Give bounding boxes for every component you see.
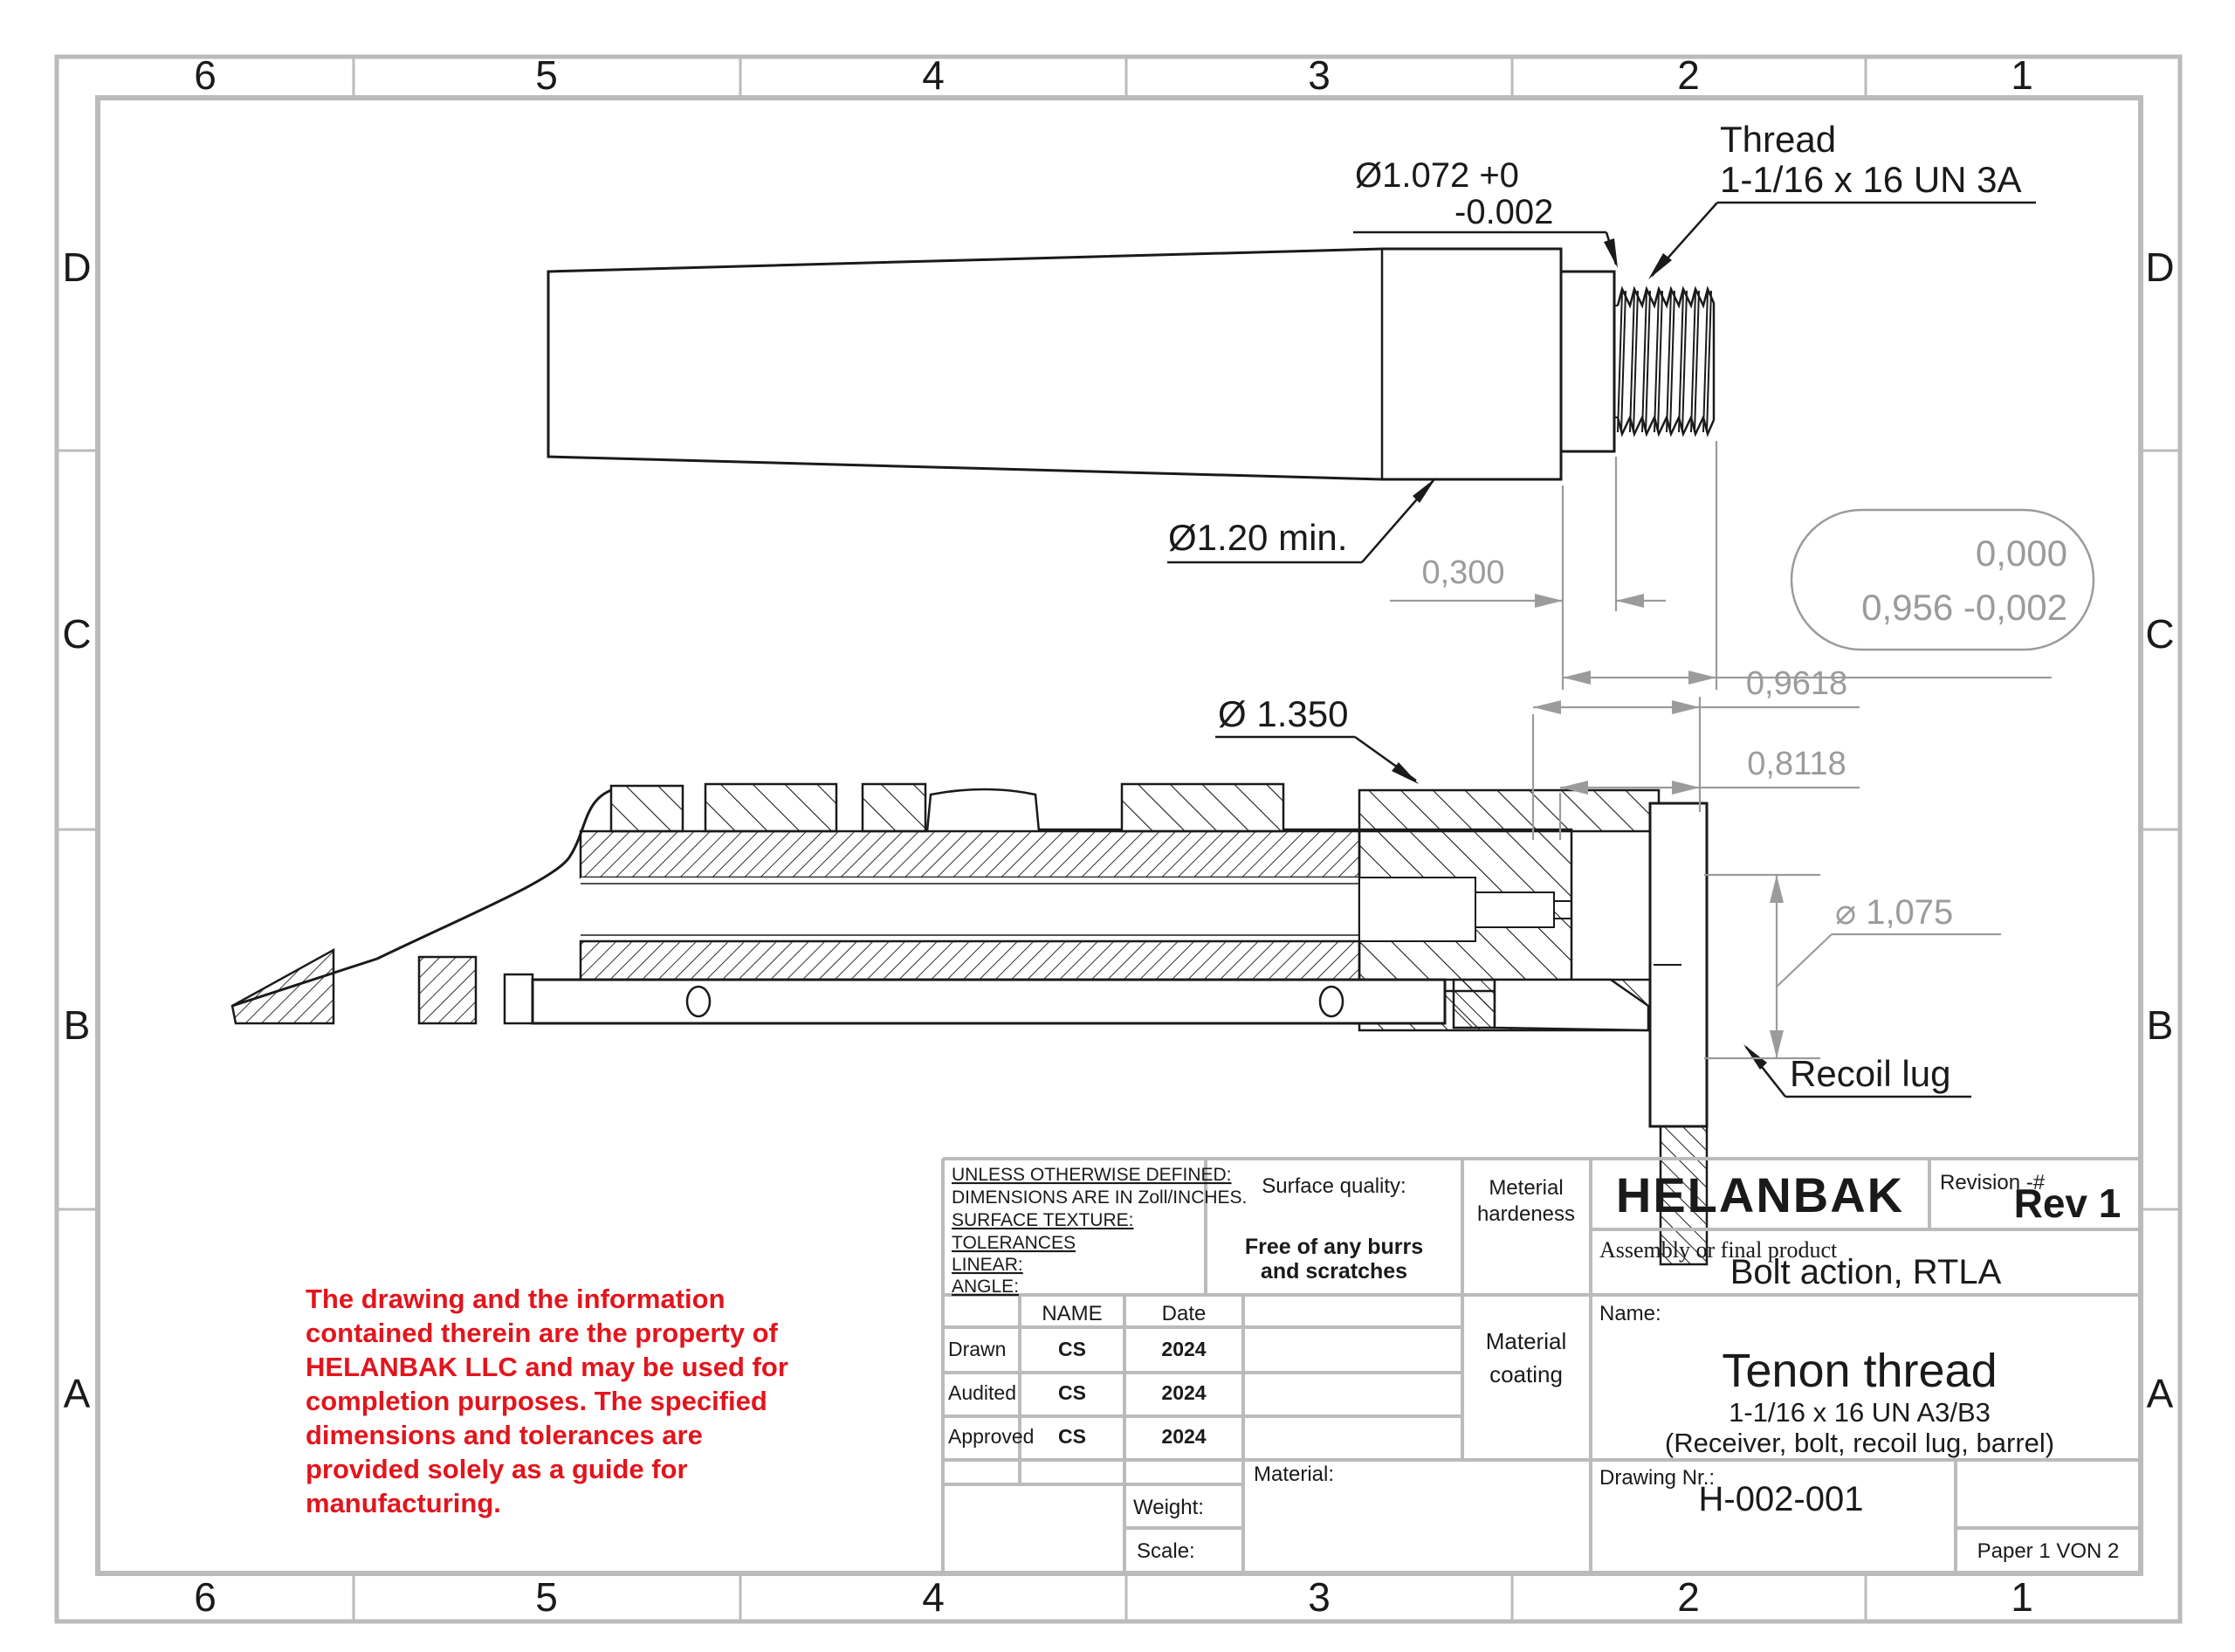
part-name: Tenon thread <box>1722 1345 1998 1397</box>
col-header-date: Date <box>1161 1302 1207 1325</box>
thread-label-line2: 1-1/16 x 16 UN 3A <box>1720 159 2022 200</box>
bottom-rail-bar <box>533 980 1445 1023</box>
name-label: Name: <box>1599 1302 1661 1325</box>
grid-row-label-right: B <box>2146 1002 2174 1048</box>
drawing-nr-value: H-002-001 <box>1698 1480 1864 1518</box>
company-logo: HELANBAK <box>1615 1167 1905 1222</box>
revision-label: Revision -# <box>1940 1171 2046 1194</box>
material-label: Material: <box>1254 1463 1335 1486</box>
material-hardness-label: Meterial <box>1489 1176 1564 1200</box>
property-disclaimer: The drawing and the information contained therein are the property of HELANBAK LLC and may be used for completion purposes. The specified dimensions and tolerances are provided solely as a guide for manufacturing. <box>306 1284 788 1519</box>
callout-od <box>1215 693 1419 784</box>
row-name: CS <box>1058 1425 1086 1448</box>
grid-col-label-bottom: 3 <box>1308 1574 1331 1620</box>
revision-value: Rev 1 <box>2013 1180 2122 1226</box>
callout-thread <box>1648 119 2036 279</box>
dim-step-tol-text: -0.002 <box>1454 193 1554 231</box>
grid-row-label-right: A <box>2146 1371 2174 1416</box>
dim-flange-text: ⌀ 1,075 <box>1835 893 1954 932</box>
dim-shoulder-text: 0,300 <box>1421 554 1505 591</box>
grid-row-label-left: D <box>62 244 92 290</box>
row-role: Audited <box>948 1381 1017 1404</box>
grid-col-label-top: 1 <box>2011 52 2033 98</box>
paper-label: Paper 1 VON 2 <box>1977 1539 2120 1563</box>
grid-col-label-top: 5 <box>535 52 558 98</box>
title-block <box>943 1159 2141 1573</box>
surface-quality-label: Surface quality: <box>1262 1174 1406 1198</box>
part-spec: 1-1/16 x 16 UN A3/B3 <box>1729 1397 1991 1428</box>
row-role: Approved <box>948 1425 1035 1448</box>
thread-label-line1: Thread <box>1720 119 1837 160</box>
view-barrel-side <box>548 119 2094 690</box>
dim-step-dia-text: Ø1.072 +0 <box>1355 156 1519 195</box>
grid-col-label-bottom: 5 <box>535 1574 558 1620</box>
weight-label: Weight: <box>1133 1496 1204 1519</box>
grid-col-label-bottom: 1 <box>2011 1574 2033 1620</box>
grid-row-label-right: D <box>2145 244 2175 290</box>
part-components: (Receiver, bolt, recoil lug, barrel) <box>1664 1428 2055 1458</box>
grid-col-label-top: 3 <box>1308 52 1331 98</box>
grid-col-label-bottom: 2 <box>1677 1574 1700 1620</box>
surface-quality-value: and scratches <box>1260 1259 1408 1284</box>
barrel-outline <box>548 249 1561 479</box>
thread-profile <box>1614 289 1714 434</box>
scale-label: Scale: <box>1137 1539 1195 1563</box>
recoil-lug-text: Recoil lug <box>1790 1053 1951 1094</box>
ref-box-line1: 0,000 <box>1975 533 2067 574</box>
grid-row-label-left: B <box>63 1002 91 1048</box>
rail-hole <box>1320 987 1343 1016</box>
note-line: UNLESS OTHERWISE DEFINED: <box>952 1165 1232 1185</box>
dim-b-text: 0,8118 <box>1747 746 1846 782</box>
grid-row-label-right: C <box>2145 611 2175 657</box>
ref-box-line2: 0,956 -0,002 <box>1861 587 2067 628</box>
assembly-value: Bolt action, RTLA <box>1730 1253 2002 1291</box>
assembly-label: Assembly or final product <box>1599 1237 1838 1263</box>
col-header-name: NAME <box>1042 1302 1103 1325</box>
grid-col-label-bottom: 4 <box>922 1574 945 1620</box>
row-role: Drawn <box>948 1338 1007 1360</box>
drawing-nr-label: Drawing Nr.: <box>1599 1466 1716 1490</box>
note-line: ANGLE: <box>952 1277 1020 1297</box>
rail-hole <box>687 987 710 1016</box>
row-date: 2024 <box>1161 1381 1207 1404</box>
grid-col-label-top: 6 <box>194 52 217 98</box>
general-notes <box>952 1165 1247 1297</box>
reference-frame-dimension <box>1791 510 2094 650</box>
callout-bore-min <box>1167 478 1436 562</box>
barrel-shoulder <box>1561 272 1614 451</box>
row-date: 2024 <box>1161 1425 1207 1448</box>
grid-row-label-left: A <box>63 1371 91 1416</box>
material-hardness-label: hardeness <box>1476 1202 1576 1226</box>
row-name: CS <box>1058 1338 1086 1360</box>
row-date: 2024 <box>1161 1338 1207 1360</box>
row-name: CS <box>1058 1381 1086 1404</box>
grid-row-label-left: C <box>62 611 92 657</box>
note-line: SURFACE TEXTURE: <box>952 1210 1134 1230</box>
material-coating-label: Material <box>1485 1328 1567 1354</box>
material-coating-label: coating <box>1489 1361 1563 1387</box>
note-line: TOLERANCES <box>952 1233 1076 1253</box>
surface-quality-value: Free of any burrs <box>1244 1235 1424 1259</box>
grid-col-label-top: 4 <box>922 52 945 98</box>
note-line: LINEAR: <box>952 1255 1023 1275</box>
dim-bore-min-text: Ø1.20 min. <box>1168 517 1348 558</box>
grid-col-label-top: 2 <box>1677 52 1700 98</box>
grid-col-label-bottom: 6 <box>194 1574 217 1620</box>
dim-od-text: Ø 1.350 <box>1218 693 1349 734</box>
note-line: DIMENSIONS ARE IN Zoll/INCHES. <box>952 1187 1248 1208</box>
signature-table <box>948 1302 1207 1448</box>
dim-a-text: 0,9618 <box>1745 665 1848 702</box>
